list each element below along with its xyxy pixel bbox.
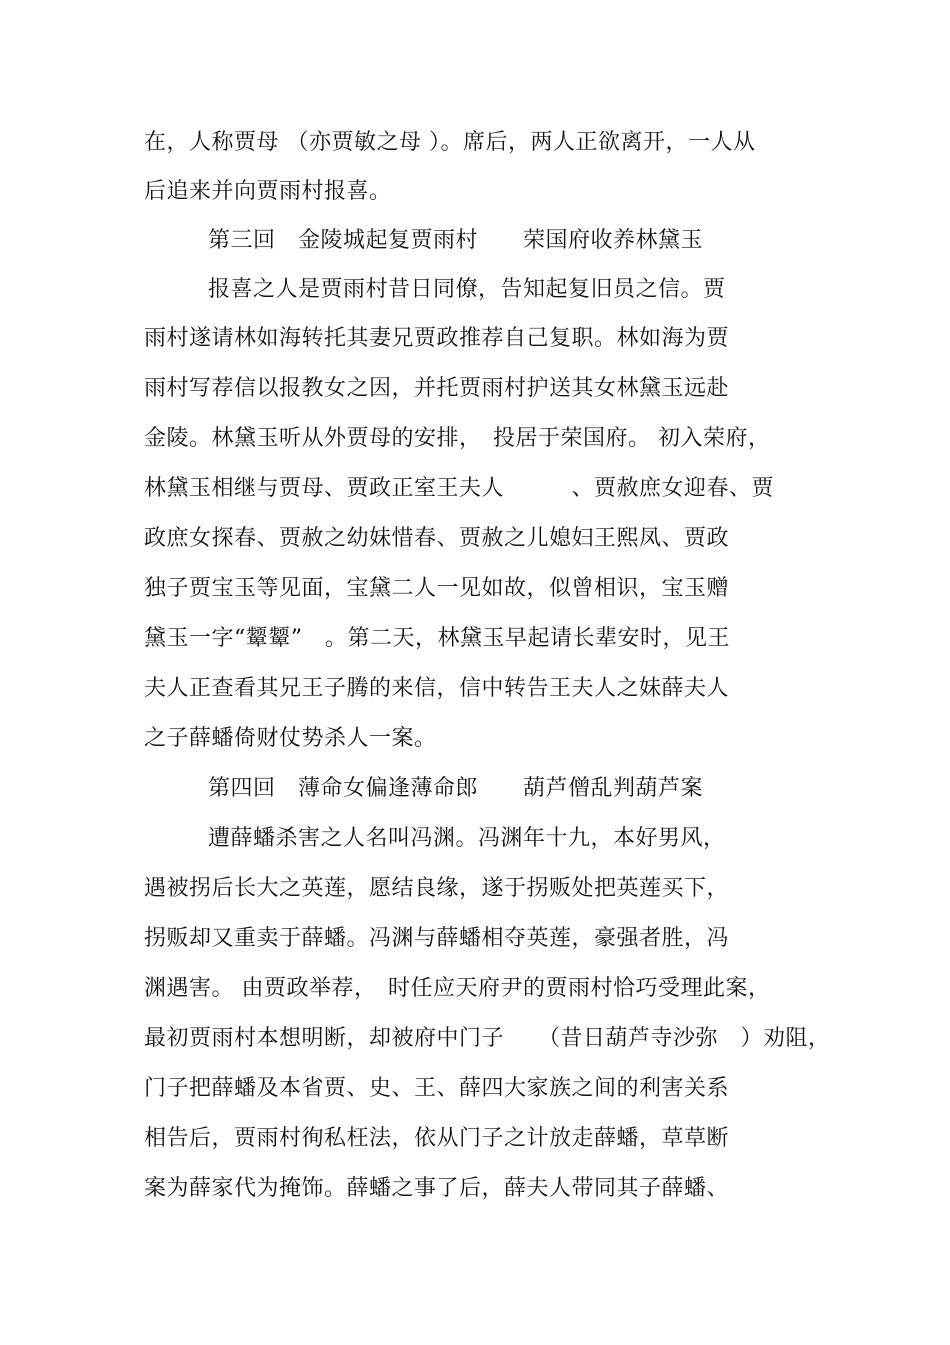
text-line: 后追来并向贾雨村报喜。 (144, 179, 392, 204)
text-line: 夫人正查看其兄王子腾的来信，信中转告王夫人之妹薛夫人 (144, 676, 730, 701)
text-line: 遇被拐后长大之英莲，愿结良缘，遂于拐贩处把英莲买下， (144, 876, 730, 901)
text-line: 政庶女探春、贾赦之幼妹惜春、贾赦之儿媳妇王熙凤、贾政 (144, 526, 730, 551)
text-line: 雨村遂请林如海转托其妻兄贾政推荐自己复职。林如海为贾 (144, 326, 730, 351)
text-line: 渊遇害。 由贾政举荐， 时任应天府尹的贾雨村恰巧受理此案， (144, 976, 771, 1001)
text-line: 门子把薛蟠及本省贾、史、王、薛四大家族之间的利害关系 (144, 1076, 730, 1101)
text-line: 案为薛家代为掩饰。薛蟠之事了后，薛夫人带同其子薛蟠、 (144, 1176, 730, 1201)
text-line: 最初贾雨村本想明断，却被府中门子 （昔日葫芦寺沙弥 ）劝阻， (144, 1026, 831, 1051)
text-line: 相告后，贾雨村徇私枉法，依从门子之计放走薛蟠，草草断 (144, 1126, 730, 1151)
text-line: 金陵。林黛玉听从外贾母的安排， 投居于荣国府。 初入荣府， (144, 426, 771, 451)
text-line: 林黛玉相继与贾母、贾政正室王夫人 、贾赦庶女迎春、贾 (144, 476, 775, 501)
text-line: 雨村写荐信以报教女之因，并托贾雨村护送其女林黛玉远赴 (144, 376, 730, 401)
text-line: 独子贾宝玉等见面，宝黛二人一见如故，似曾相识，宝玉赠 (144, 576, 730, 601)
text-line: 报喜之人是贾雨村昔日同僚，告知起复旧员之信。贾 (208, 277, 726, 302)
text-line: 拐贩却又重卖于薛蟠。冯渊与薛蟠相夺英莲，豪强者胜，冯 (144, 926, 730, 951)
text-line: 黛玉一字“颦颦” 。第二天，林黛玉早起请长辈安时，见王 (144, 626, 730, 651)
chapter-heading: 第四回 薄命女偏逢薄命郎 葫芦僧乱判葫芦案 (208, 776, 704, 801)
chapter-heading: 第三回 金陵城起复贾雨村 荣国府收养林黛玉 (208, 228, 704, 253)
text-line: 之子薛蟠倚财仗势杀人一案。 (144, 726, 437, 751)
text-line: 遭薛蟠杀害之人名叫冯渊。冯渊年十九，本好男风， (208, 826, 726, 851)
text-line: 在，人称贾母 （亦贾敏之母 ）。席后，两人正欲离开，一人从 (144, 130, 756, 155)
